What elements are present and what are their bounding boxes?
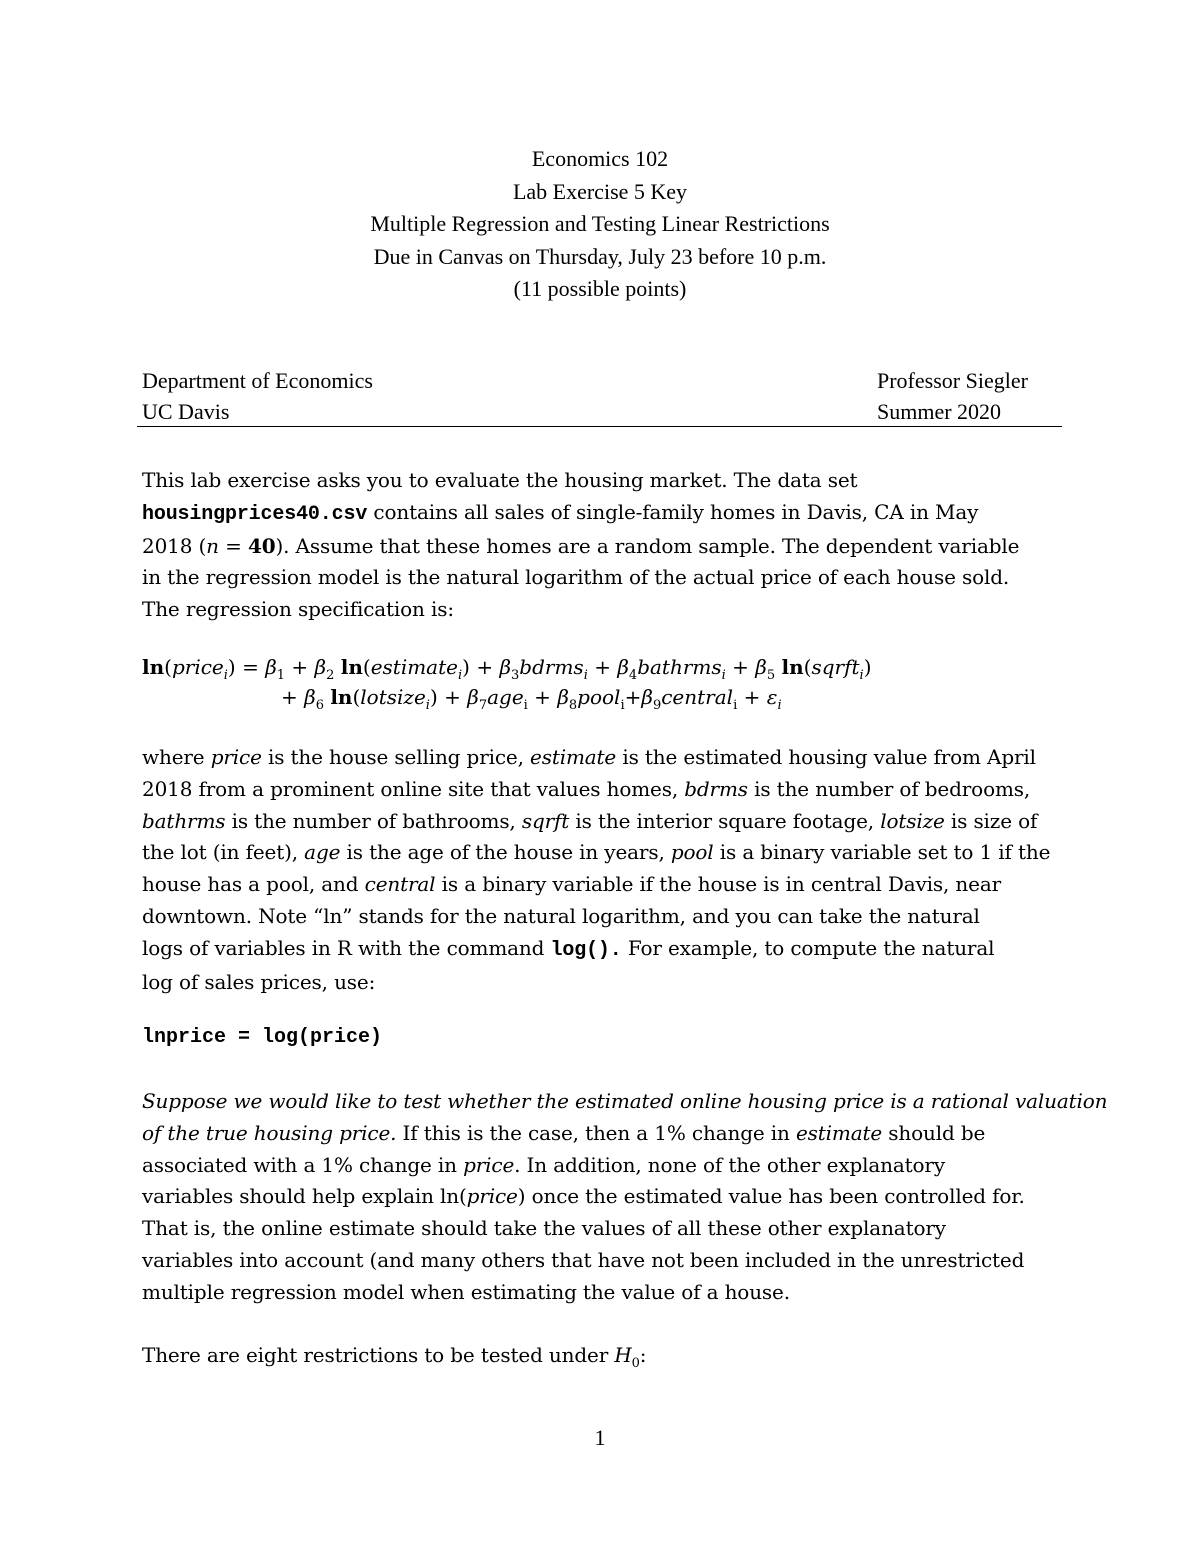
hyp-text: . In addition, none of the other explanatory [514,1152,945,1177]
definition-line [142,774,1072,806]
term: Summer 2020 [877,399,1002,424]
var-pool: pool [670,840,714,865]
hypothesis-line [142,1277,1072,1309]
hyp-text: If this is the case, then a 1% change in [396,1120,796,1145]
var-price: price [466,1184,518,1209]
school: UC Davis [142,399,230,424]
intro-line [142,531,1072,563]
professor-block [877,365,1028,427]
definition-line [142,901,1072,933]
intro-text: ). Assume that these homes are a random sample. The dependent variable [275,533,1020,558]
var-estimate: estimate [530,745,617,769]
hypothesis-line [142,1150,1072,1182]
h0-subscript: 0 [631,1356,640,1371]
var-bathrms: bathrms [142,808,226,833]
def-text: is size of [944,808,1038,833]
var-estimate: estimate [795,1120,883,1145]
regression-equation-line-1: ln(price$_i$) = $\beta_1 + \beta_2$ ln(estimate$_i$) + $\beta_3bdrms_i$ + $\beta_4bathrms_i + \beta_5$ ln(sqrft$_i$) [142,655,872,683]
title-block [0,143,1200,306]
hypothesis-paragraph [142,1086,1108,1309]
def-text: 2018 from a prominent online site that values homes, [142,776,685,801]
definition-line [142,933,1072,967]
restrictions-colon: : [639,1343,647,1367]
intro-text: This lab exercise asks you to evaluate the housing market. The data set [142,468,858,492]
var-bdrms: bdrms [684,776,748,801]
h0-symbol: H [614,1343,632,1367]
points: (11 possible points) [513,276,687,301]
definition-line [142,869,1072,901]
header-divider [137,426,1062,427]
hyp-text: multiple regression model when estimating the value of a house. [142,1279,790,1304]
intro-line [142,465,1072,497]
log-command: log(). [550,938,622,962]
def-text: is the age of the house in years, [340,840,671,865]
department: Department of Economics [142,368,373,393]
exercise-title: Lab Exercise 5 Key [512,178,688,204]
hyp-text: variables into account (and many others that have not been included in the unrestricted [142,1247,1025,1272]
def-text: downtown. Note “ln” stands for the natural logarithm, and you can take the natural [142,903,980,928]
hypothesis-line [142,1086,1108,1118]
def-text: is the house selling price, [261,745,531,769]
intro-paragraph [142,465,1072,626]
def-text: is the number of bathrooms, [225,808,522,833]
hypothesis-line [142,1213,1072,1245]
hyp-text: ) once the estimated value has been controlled for. [517,1184,1025,1209]
professor: Professor Siegler [877,368,1028,393]
intro-text: The regression specification is: [142,597,454,622]
intro-line [142,497,1072,531]
def-text: house has a pool, and [142,872,365,897]
page-number: 1 [594,1425,606,1450]
def-text: logs of variables in R with the command [142,935,551,960]
def-text: where [142,745,211,769]
hypothesis-line [142,1118,1072,1150]
var-central: central [364,872,436,897]
definition-line [142,967,1072,999]
dataset-filename: housingprices40.csv [142,502,368,526]
hyp-text: That is, the online estimate should take the values of all these other explanatory [142,1216,946,1241]
intro-text: = [218,533,248,558]
hyp-text: variables should help explain ln( [142,1184,467,1209]
definition-line [142,837,1072,869]
definition-line [142,806,1072,838]
definitions-paragraph [142,742,1072,998]
intro-line [142,594,1072,626]
def-text: is a binary variable set to 1 if the [713,840,1051,865]
hypothesis-line [142,1245,1072,1277]
var-lotsize: lotsize [880,808,945,833]
restrictions-line [142,1340,1072,1380]
hyp-text: should be [882,1120,986,1145]
var-price: price [463,1152,515,1177]
def-text: is a binary variable if the house is in central Davis, near [435,872,1002,897]
definition-line [142,742,1072,774]
restrictions-paragraph [142,1340,1072,1380]
n-symbol: n [206,533,219,558]
def-text: is the interior square footage, [569,808,881,833]
n-value: 40 [247,533,276,558]
def-text: For example, to compute the natural [621,935,995,960]
hyp-text: associated with a 1% change in [142,1152,464,1177]
code-example: lnprice = log(price) [142,1026,383,1049]
def-text: the lot (in feet), [142,840,305,865]
var-age: age [304,840,341,865]
intro-text: 2018 ( [142,533,207,558]
def-text: log of sales prices, use: [142,969,376,994]
def-text: is the estimated housing value from April [616,745,1036,769]
regression-equation-line-2: + $\beta_6$ ln(lotsize$_i$) + $\beta_7age_i$ + $\beta_8pool_i+\beta_9central_i + \varepsilon_i$ [281,685,782,713]
course-title: Economics 102 [531,146,669,171]
def-text: is the number of bedrooms, [747,776,1031,801]
intro-text: in the regression model is the natural logarithm of the actual price of each house sold. [142,565,1010,590]
hypothesis-line [142,1181,1072,1213]
hyp-text: Suppose we would like to test whether the estimated online housing price is a rational valuation [142,1089,1108,1113]
department-block [142,365,373,427]
intro-line [142,562,1072,594]
var-sqrft: sqrft [521,808,570,833]
var-price: price [210,745,262,769]
due-date: Due in Canvas on Thursday, July 23 before 10 p.m. [373,243,827,269]
hyp-text: of the true housing price. [142,1120,397,1145]
intro-text: contains all sales of single-family homes in Davis, CA in May [367,499,979,524]
restrictions-text: There are eight restrictions to be tested under [142,1343,615,1367]
topic-title: Multiple Regression and Testing Linear Restrictions [370,211,830,236]
